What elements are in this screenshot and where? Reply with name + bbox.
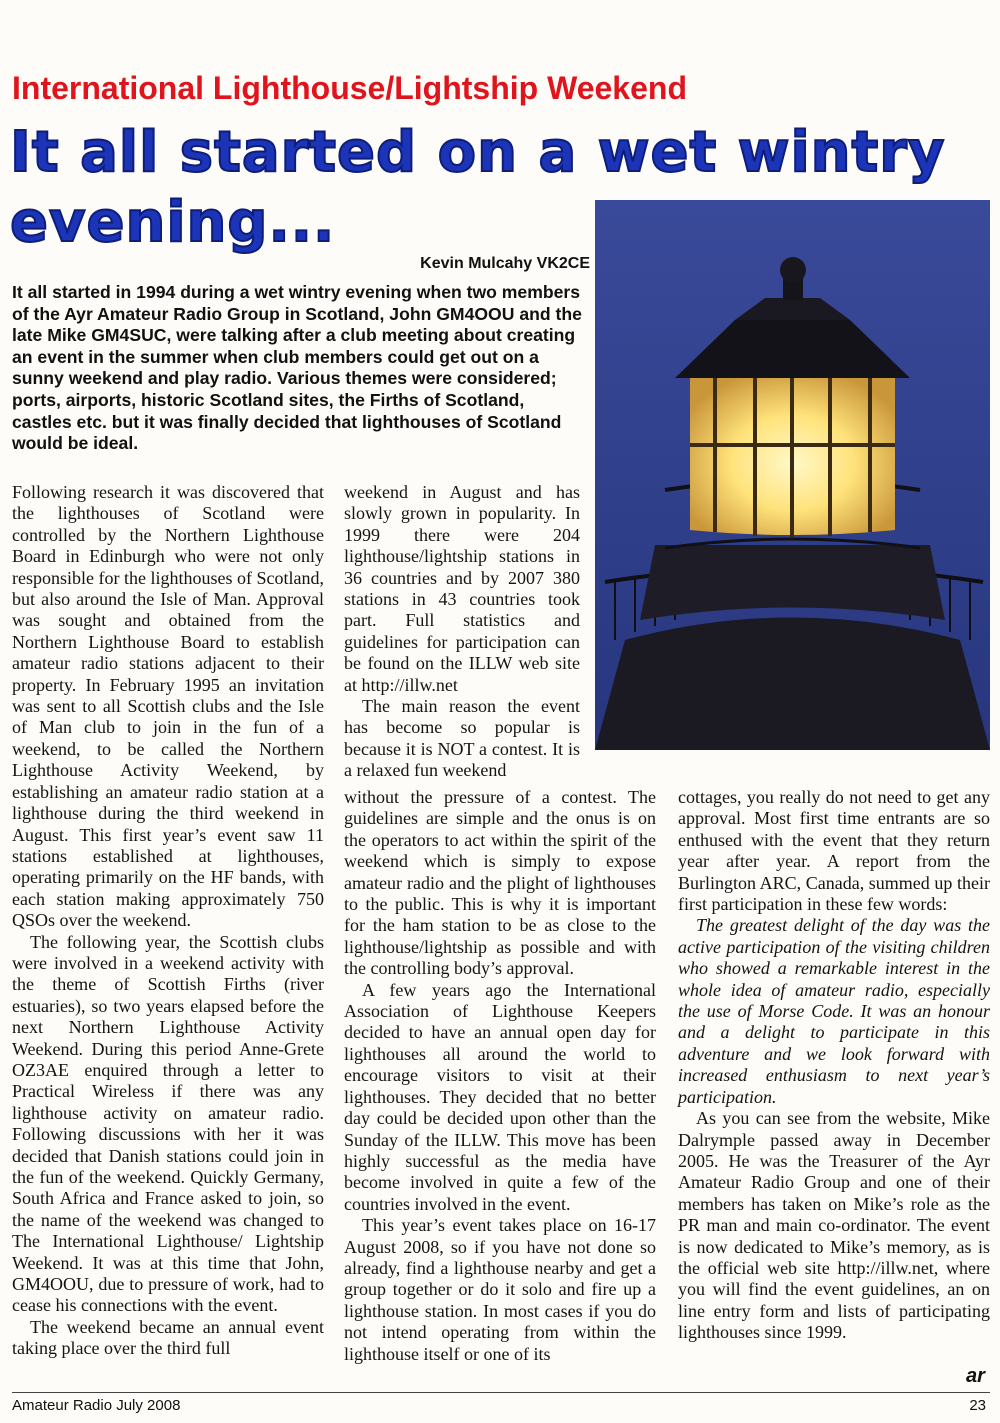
body-paragraph: The weekend became an annual event taking place over the third full — [12, 1316, 324, 1359]
footer-page-number: 23 — [969, 1397, 986, 1414]
column-3 — [678, 787, 990, 1344]
author-byline: Kevin Mulcahy VK2CE — [420, 255, 590, 272]
footer-publication: Amateur Radio July 2008 — [12, 1397, 181, 1414]
body-paragraph: without the pressure of a contest. The guidelines are simple and the onus is on the operators to act within the spirit of the weekend which is simply to expose amateur radio and the plight of lighthouses to the public. This is why it is important for the ham station to be as close to the lighthouse/lightship as possible and with the controlling body’s approval. — [344, 787, 656, 979]
body-paragraph: A few years ago the International Association of Lighthouse Keepers decided to have an annual open day for lighthouses all around the world to encourage visitors to visit at their lighthouses. They decided that no better day could be decided upon other than the Sunday of the ILLW. This move has been highly successful as the media have become involved in quite a few of the countries involved in the event. — [344, 979, 656, 1214]
end-mark-logo: ar — [966, 1365, 985, 1387]
body-paragraph: This year’s event takes place on 16-17 August 2008, so if you have not done so already, find a lighthouse nearby and get a group together or do it solo and fire up a lighthouse station. In most cases if you do not intend operating from within the lighthouse itself or one of its — [344, 1215, 656, 1364]
article-lede: It all started in 1994 during a wet wintry evening when two members of the Ayr Amateur Radio Group in Scotland, John GM4OOU and the late Mike GM4SUC, were talking after a club meeting about creating an event in the summer when club members could get out on a sunny weekend and play radio. Various themes were considered; ports, airports, historic Scotland sites, the Firths of Scotland, castles etc. but it was finally decided that lighthouses of Scotland would be ideal. — [12, 282, 582, 454]
body-paragraph: cottages, you really do not need to get any approval. Most first time entrants are so enthused with the event that they return year after year. A report from the Burlington ARC, Canada, summed up their first participation in these few words: — [678, 787, 990, 915]
lighthouse-photo — [595, 200, 990, 750]
footer-divider — [12, 1392, 990, 1393]
column-1 — [12, 482, 324, 1360]
column-2-bottom — [344, 787, 656, 1365]
body-paragraph: The following year, the Scottish clubs were involved in a weekend activity with the theme of Scottish Firths (river estuaries), so two years elapsed before the next Northern Lighthouse Activity Weekend. During this period Anne-Grete OZ3AE enquired through a letter to Practical Wireless if there was any lighthouse activity on amateur radio. Following discussions with her it was decided that Danish stations could join in the fun of the weekend. Quickly Germany, South Africa and France asked to join, so the name of the weekend was changed to The International Lighthouse/ Lightship Weekend. It was at this time that John, GM4OOU, due to pressure of work, had to cease his connections with the event. — [12, 931, 324, 1316]
body-paragraph: Following research it was discovered that the lighthouses of Scotland were controlled by the Northern Lighthouse Board in Edinburgh who were not only responsible for the lighthouses of Scotland, but also around the Isle of Man. Approval was sought and obtained from the Northern Lighthouse Board to establish amateur radio stations adjacent to their property. In February 1995 an invitation was sent to all Scottish clubs and the Isle of Man club to join in the fun of a weekend, to be called the Northern Lighthouse Activity Weekend, by establishing an amateur radio station at a lighthouse during the third weekend in August. This first year’s event saw 11 stations established at lighthouses, operating primarily on the HF bands, with each station making approximately 750 QSOs over the weekend. — [12, 482, 324, 931]
section-kicker: International Lighthouse/Lightship Weekend — [12, 70, 687, 106]
body-paragraph: As you can see from the website, Mike Dalrymple passed away in December 2005. He was the Treasurer of the Ayr Amateur Radio Group and one of their members has taken on Mike’s role as the PR man and main co-ordinator. The event is now dedicated to Mike’s memory, as is the official web site http://illw.net, where you will find the event guidelines, an on line entry form and lists of participating lighthouses since 1999. — [678, 1108, 990, 1343]
quoted-report: The greatest delight of the day was the active participation of the visiting children who showed a remarkable interest in the whole idea of amateur radio, especially the use of Morse Code. It was an honour and a delight to participate in this adventure and we look forward with increased enthusiasm to next year’s participation. — [678, 915, 990, 1107]
article-headline: It all started on a wet wintry evening... — [10, 120, 946, 255]
column-2-top — [344, 482, 580, 782]
body-paragraph: weekend in August and has slowly grown in popularity. In 1999 there were 204 lighthouse/lightship stations in 36 countries and by 2007 380 stations in 43 countries took part. Full statistics and guidelines for participation can be found on the ILLW web site at http://illw.net — [344, 482, 580, 695]
body-paragraph: The main reason the event has become so popular is because it is NOT a contest. It is a relaxed fun weekend — [344, 696, 580, 781]
lighthouse-lantern-illustration — [595, 200, 990, 750]
